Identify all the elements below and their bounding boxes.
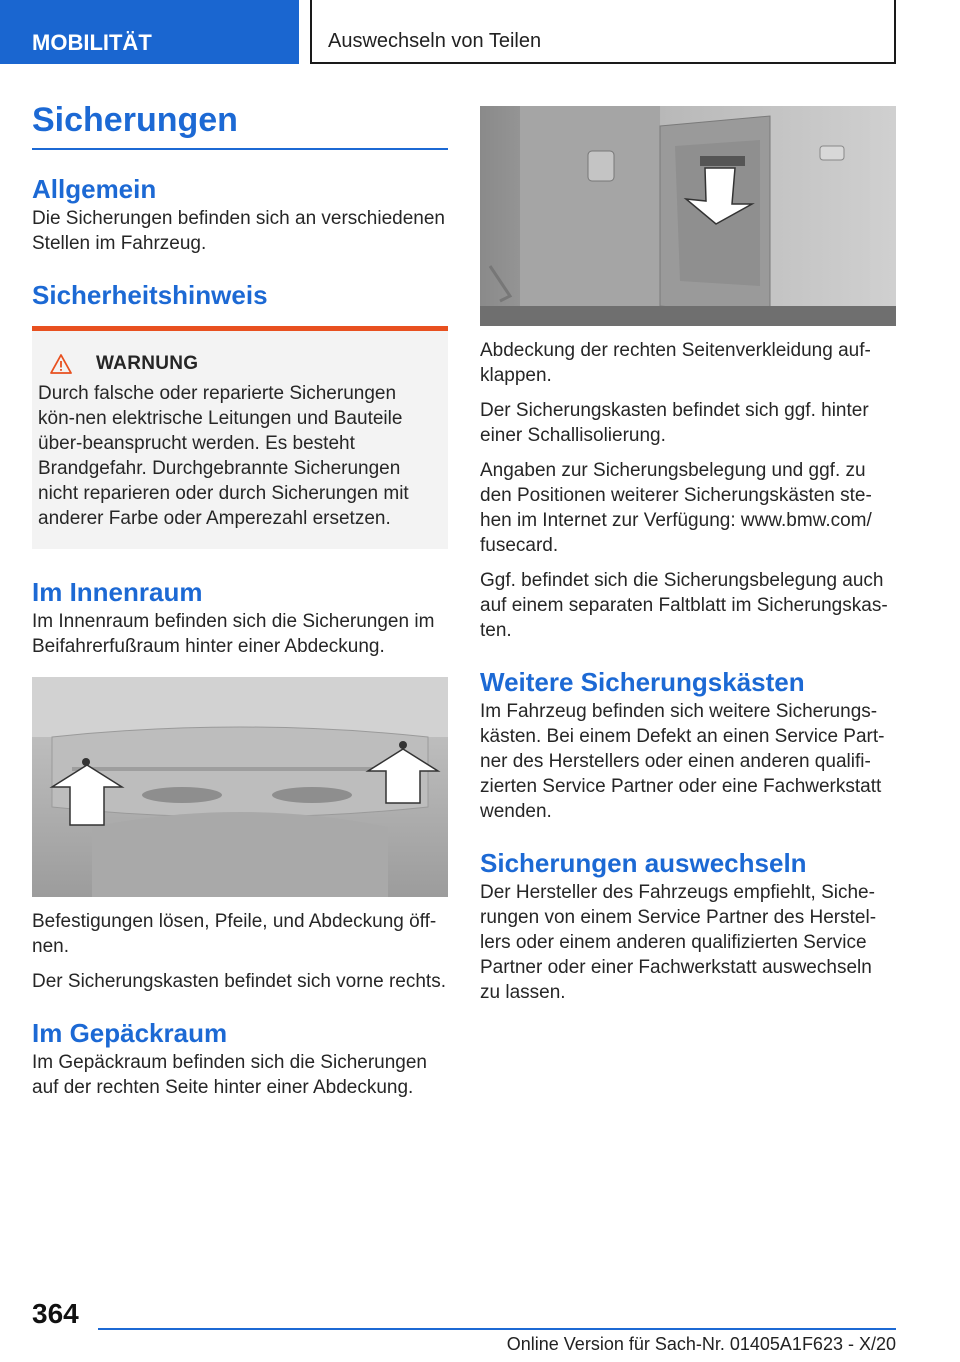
warning-text: Durch falsche oder reparierte Sicherungen kön-nen elektrische Leitungen und Bauteile über-beansprucht werden. Es besteht Brandgefahr. Durchgebrannte Sicherungen nicht reparieren oder durch Sicherungen mit anderer Farbe oder Amperezahl ersetzen. — [38, 383, 409, 529]
chapter-tab — [310, 0, 896, 64]
trunk-caption: Abdeckung der rechten Seitenverkleidung auf-klappen. — [480, 340, 871, 386]
trunk-cover-image — [480, 106, 896, 326]
footer-online-version: Online Version für Sach-Nr. 01405A1F623 - X/20 — [506, 1334, 896, 1354]
trunk-note-2: Angaben zur Sicherungsbelegung und ggf. zu den Positionen weiterer Sicherungskästen ste-hen im Internet zur Verfügung: www.bmw.com/ fusecard. — [480, 460, 872, 556]
innenraum-note: Der Sicherungskasten befindet sich vorne rechts. — [32, 971, 446, 992]
trunk-note-1: Der Sicherungskasten befindet sich ggf. hinter einer Schallisolierung. — [480, 400, 869, 446]
heading-allgemein: Allgemein — [32, 174, 157, 204]
title-divider — [32, 148, 448, 150]
gepaeckraum-text: Im Gepäckraum befinden sich die Sicherungen auf der rechten Seite hinter einer Abdeckung. — [32, 1052, 428, 1098]
chapter-title: Auswechseln von Teilen — [328, 30, 542, 52]
section-tab — [0, 0, 299, 64]
page-title: Sicherungen — [32, 101, 238, 139]
innenraum-text: Im Innenraum befinden sich die Sicherungen im Beifahrerfußraum hinter einer Abdeckung. — [32, 611, 435, 657]
heading-auswechseln: Sicherungen auswechseln — [480, 848, 807, 878]
footer-divider — [98, 1328, 896, 1330]
warning-title: WARNUNG — [96, 353, 199, 374]
section-title: MOBILITÄT — [32, 30, 152, 56]
page-number: 364 — [32, 1298, 79, 1329]
footwell-cover-image — [32, 677, 448, 897]
heading-sicherheitshinweis: Sicherheitshinweis — [32, 280, 268, 310]
auswechseln-text: Der Hersteller des Fahrzeugs empfiehlt, Siche-rungen von einem Service Partner des Herstel-lers oder einem anderen qualifizierten Service Partner oder einer Fachwerkstatt auswechseln zu lassen. — [480, 882, 877, 1003]
warning-triangle-icon — [50, 354, 72, 374]
left-column — [32, 98, 448, 1100]
heading-innenraum: Im Innenraum — [32, 577, 203, 607]
weitere-text: Im Fahrzeug befinden sich weitere Sicherungs-kästen. Bei einem Defekt an einen Service Part-ner des Herstellers oder einen anderen qualifi-zierten Service Partner oder eine Fachwerkstatt wenden. — [480, 701, 885, 822]
warning-box — [32, 326, 448, 549]
allgemein-text: Die Sicherungen befinden sich an verschiedenen Stellen im Fahrzeug. — [32, 208, 445, 254]
innenraum-caption: Befestigungen lösen, Pfeile, und Abdeckung öff-nen. — [32, 911, 437, 957]
trunk-note-3: Ggf. befindet sich die Sicherungsbelegung auch auf einem separaten Faltblatt im Sicherungskas-ten. — [480, 570, 888, 641]
heading-weitere: Weitere Sicherungskästen — [480, 667, 805, 697]
heading-gepaeckraum: Im Gepäckraum — [32, 1018, 228, 1048]
right-column — [480, 106, 896, 1005]
